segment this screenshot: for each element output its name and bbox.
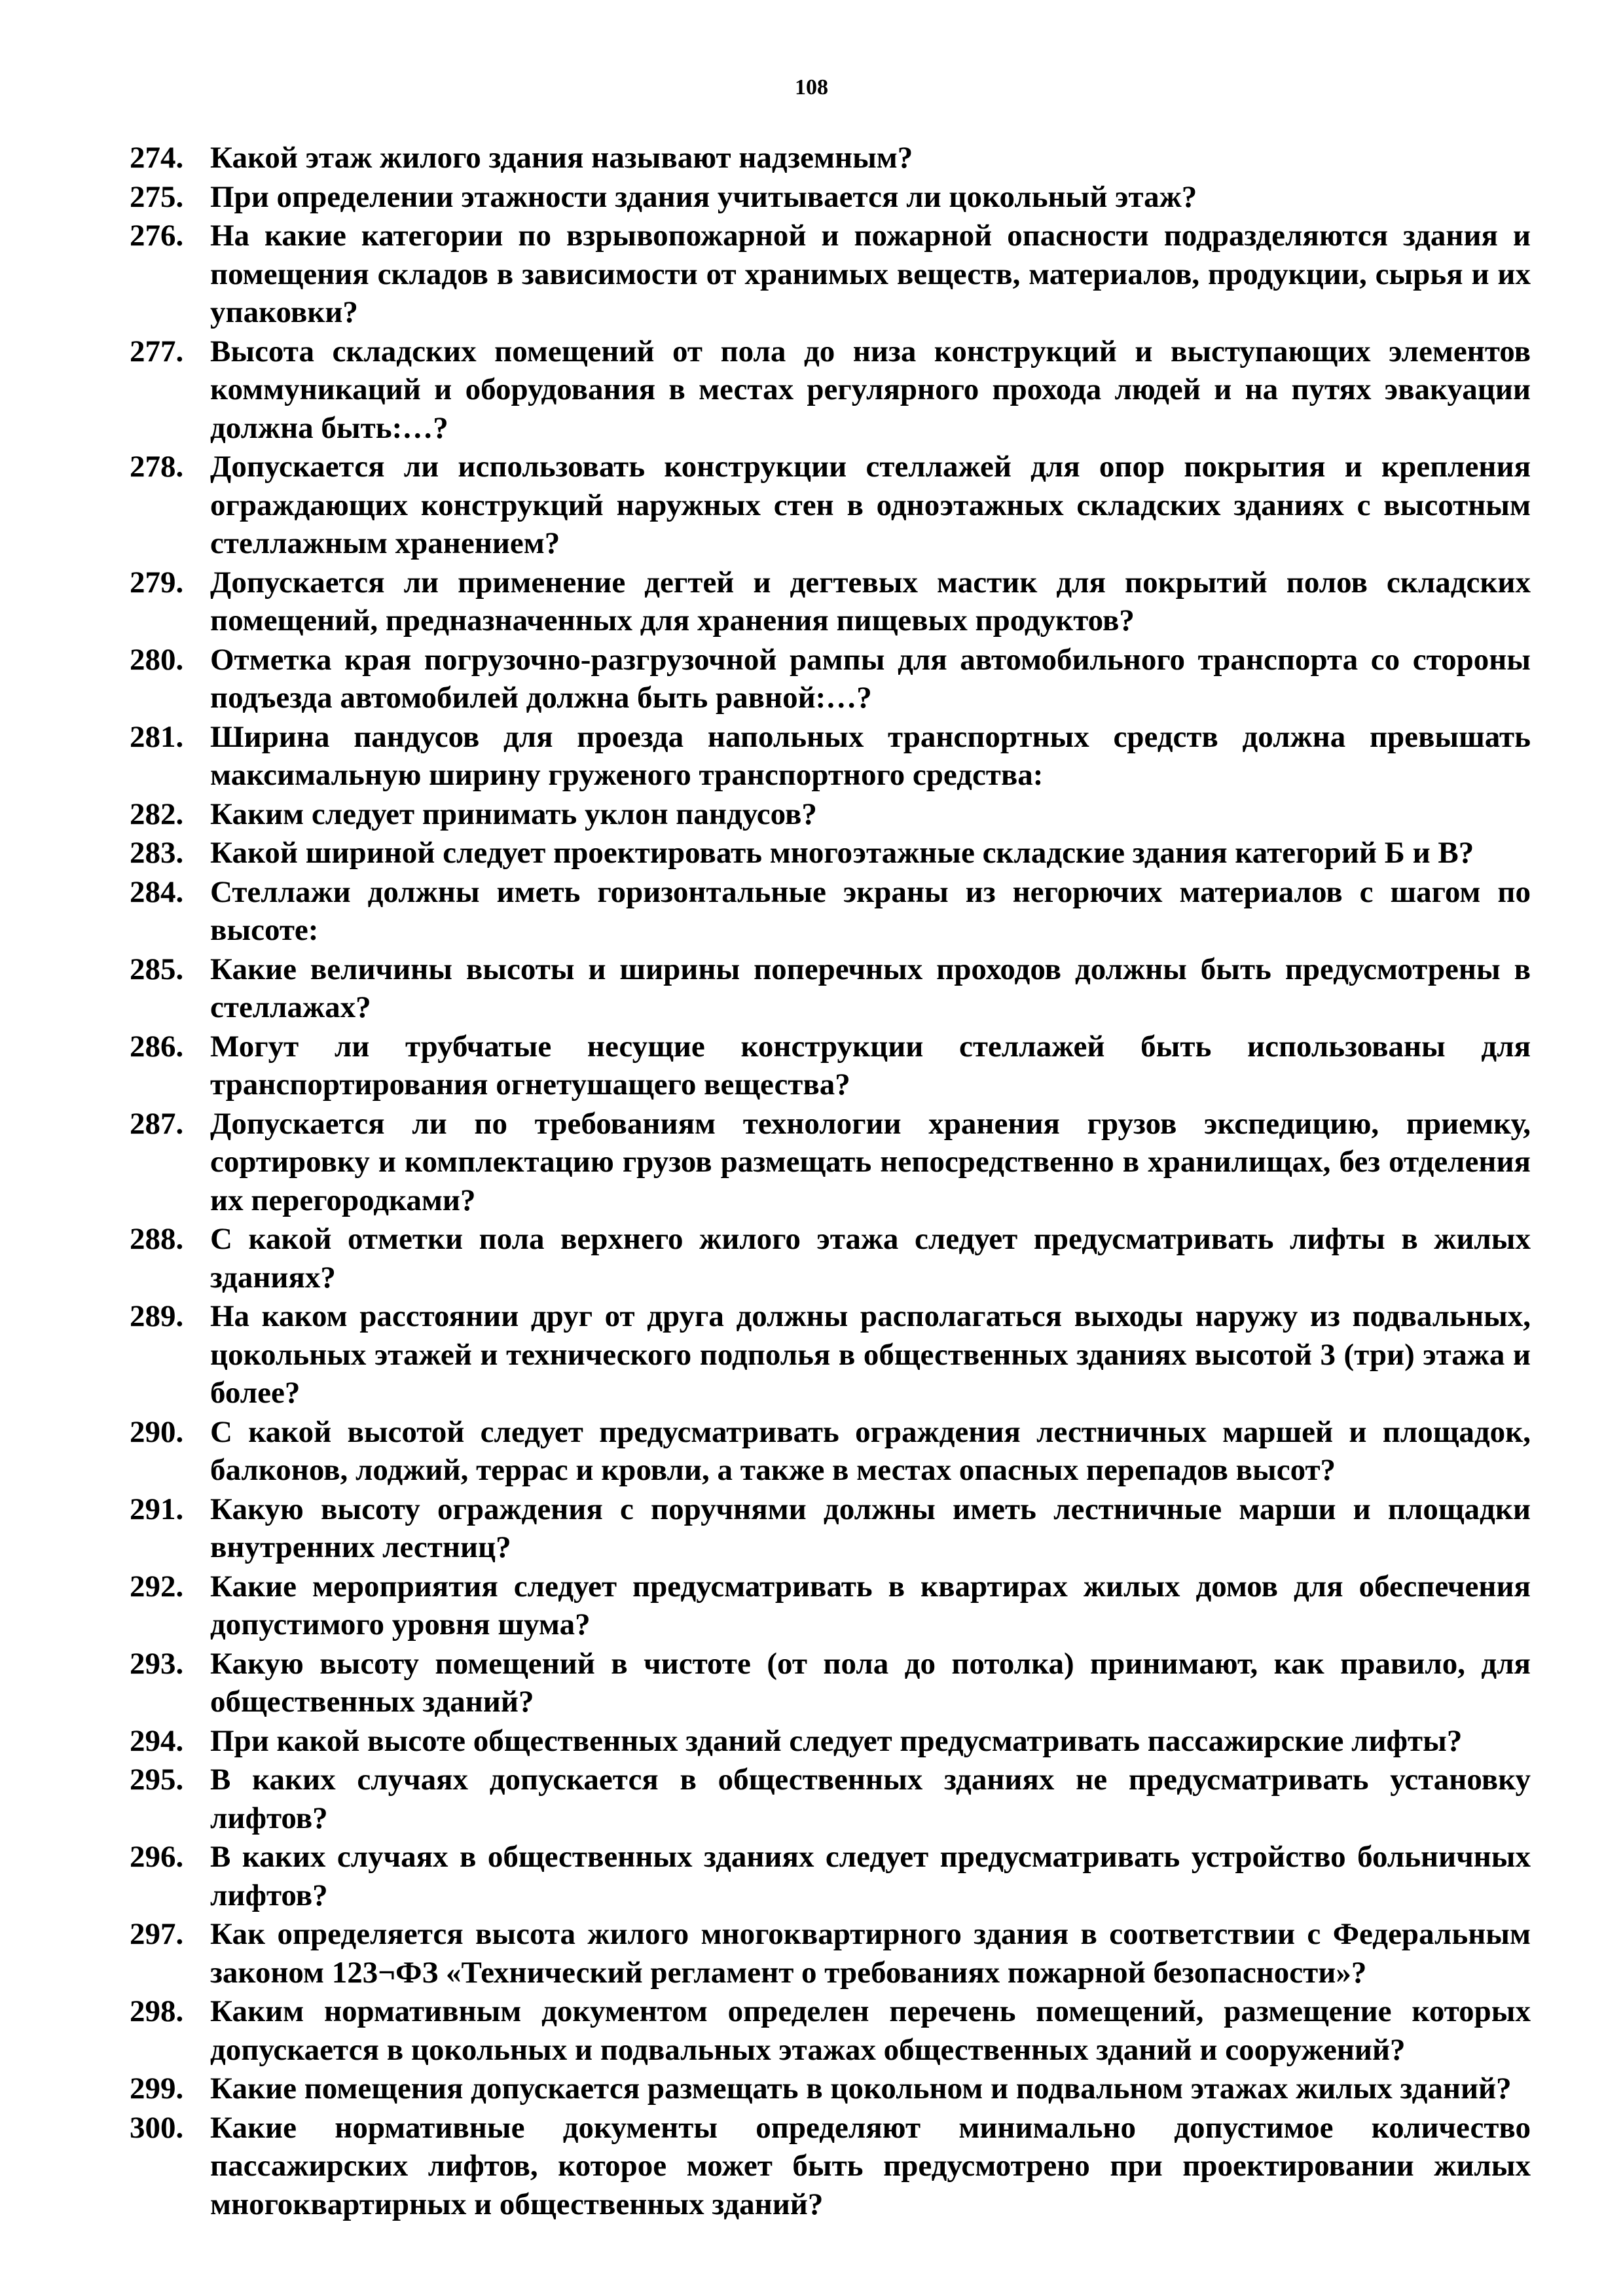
- question-number: 290.: [130, 1414, 184, 1449]
- question-item: [130, 950, 1531, 1027]
- question-number: 295.: [130, 1763, 184, 1797]
- question-item: [130, 2109, 1531, 2224]
- question-text: Как определяется высота жилого многоквартирного здания в соответствии с Федеральным законом 123¬ФЗ «Технический регламент о требованиях пожарной безопасности»?: [210, 1917, 1531, 1990]
- question-number: 279.: [130, 565, 184, 600]
- question-text: Какие нормативные документы определяют минимально допустимое количество пассажирских лифтов, которое может быть предусмотрено при проектировании жилых многоквартирных и общественных зданий?: [210, 2110, 1531, 2221]
- question-text: В каких случаях в общественных зданиях следует предусматривать устройство больничных лифтов?: [210, 1840, 1531, 1912]
- question-number: 287.: [130, 1106, 184, 1141]
- question-item: [130, 1915, 1531, 1992]
- question-number: 292.: [130, 1569, 184, 1604]
- question-item: [130, 448, 1531, 563]
- question-number: 288.: [130, 1222, 184, 1256]
- question-item: [130, 1722, 1531, 1761]
- question-text: Отметка края погрузочно-разгрузочной рампы для автомобильного транспорта со стороны подъезда автомобилей должна быть равной:…?: [210, 642, 1531, 715]
- page-number: 108: [795, 75, 828, 99]
- question-item: [130, 873, 1531, 950]
- question-text: Какие мероприятия следует предусматривать в квартирах жилых домов для обеспечения допустимого уровня шума?: [210, 1569, 1531, 1641]
- question-number: 285.: [130, 952, 184, 986]
- question-item: [130, 139, 1531, 177]
- question-item: [130, 1490, 1531, 1567]
- question-number: 299.: [130, 2072, 184, 2106]
- question-number: 274.: [130, 141, 184, 175]
- question-item: [130, 1992, 1531, 2069]
- question-text: Допускается ли применение дегтей и дегтевых мастик для покрытий полов складских помещений, предназначенных для хранения пищевых продуктов?: [210, 565, 1531, 637]
- question-text: Стеллажи должны иметь горизонтальные экраны из негорючих материалов с шагом по высоте:: [210, 874, 1531, 947]
- question-item: [130, 1105, 1531, 1220]
- question-number: 275.: [130, 179, 184, 214]
- question-item: [130, 1220, 1531, 1297]
- question-number: 282.: [130, 797, 184, 831]
- question-text: Могут ли трубчатые несущие конструкции стеллажей быть использованы для транспортирования огнетушащего вещества?: [210, 1029, 1531, 1102]
- question-number: 284.: [130, 874, 184, 909]
- question-number: 300.: [130, 2110, 184, 2145]
- question-text: Какие помещения допускается размещать в цокольном и подвальном этажах жилых зданий?: [210, 2072, 1512, 2106]
- question-text: Допускается ли по требованиям технологии хранения грузов экспедицию, приемку, сортировку и комплектацию грузов размещать непосредственно в хранилищах, без отделения их перегородками?: [210, 1106, 1531, 1217]
- question-item: [130, 834, 1531, 872]
- question-item: [130, 718, 1531, 795]
- question-item: [130, 2070, 1531, 2108]
- question-number: 276.: [130, 219, 184, 253]
- question-text: Ширина пандусов для проезда напольных транспортных средств должна превышать максимальную ширину груженого транспортного средства:: [210, 719, 1531, 792]
- question-number: 293.: [130, 1646, 184, 1681]
- question-number: 291.: [130, 1492, 184, 1526]
- question-text: С какой высотой следует предусматривать ограждения лестничных маршей и площадок, балконов, лоджий, террас и кровли, а также в местах опасных перепадов высот?: [210, 1414, 1531, 1487]
- question-text: При какой высоте общественных зданий следует предусматривать пассажирские лифты?: [210, 1723, 1463, 1758]
- question-item: [130, 1761, 1531, 1837]
- question-number: 280.: [130, 642, 184, 677]
- question-number: 296.: [130, 1840, 184, 1874]
- question-number: 298.: [130, 1994, 184, 2028]
- question-text: Высота складских помещений от пола до низа конструкций и выступающих элементов коммуникаций и оборудования в местах регулярного прохода людей и на путях эвакуации должна быть:…?: [210, 334, 1531, 445]
- question-item: [130, 1838, 1531, 1914]
- question-number: 283.: [130, 836, 184, 870]
- question-text: На какие категории по взрывопожарной и пожарной опасности подразделяются здания и помещения складов в зависимости от хранимых веществ, материалов, продукции, сырья и их упаковки?: [210, 219, 1531, 329]
- question-number: 297.: [130, 1917, 184, 1951]
- question-item: [130, 332, 1531, 448]
- question-number: 281.: [130, 719, 184, 754]
- question-text: С какой отметки пола верхнего жилого этажа следует предусматривать лифты в жилых зданиях?: [210, 1222, 1531, 1295]
- question-text: Какие величины высоты и ширины поперечных проходов должны быть предусмотрены в стеллажах?: [210, 952, 1531, 1024]
- question-text: Каким нормативным документом определен перечень помещений, размещение которых допускается в цокольных и подвальных этажах общественных зданий и сооружений?: [210, 1994, 1531, 2067]
- question-item: [130, 178, 1531, 217]
- question-text: Допускается ли использовать конструкции стеллажей для опор покрытия и крепления ограждающих конструкций наружных стен в одноэтажных складских зданиях с высотным стеллажным хранением?: [210, 450, 1531, 560]
- question-text: Каким следует принимать уклон пандусов?: [210, 797, 817, 831]
- question-number: 277.: [130, 334, 184, 368]
- question-item: [130, 1568, 1531, 1644]
- question-item: [130, 641, 1531, 717]
- question-item: [130, 1028, 1531, 1104]
- question-item: [130, 1645, 1531, 1721]
- question-number: 286.: [130, 1029, 184, 1064]
- question-number: 294.: [130, 1723, 184, 1758]
- question-text: В каких случаях допускается в общественных зданиях не предусматривать установку лифтов?: [210, 1763, 1531, 1835]
- question-item: [130, 564, 1531, 640]
- question-text: Какой этаж жилого здания называют надземным?: [210, 141, 913, 175]
- question-text: На каком расстоянии друг от друга должны располагаться выходы наружу из подвальных, цокольных этажей и технического подполья в общественных зданиях высотой 3 (три) этажа и более?: [210, 1299, 1531, 1410]
- question-text: При определении этажности здания учитывается ли цокольный этаж?: [210, 179, 1197, 214]
- question-item: [130, 795, 1531, 834]
- question-number: 278.: [130, 450, 184, 484]
- question-number: 289.: [130, 1299, 184, 1333]
- question-list: [130, 139, 1531, 2224]
- question-item: [130, 217, 1531, 332]
- question-text: Какую высоту ограждения с поручнями должны иметь лестничные марши и площадки внутренних лестниц?: [210, 1492, 1531, 1564]
- question-item: [130, 1297, 1531, 1412]
- question-item: [130, 1413, 1531, 1490]
- question-text: Какую высоту помещений в чистоте (от пола до потолка) принимают, как правило, для общественных зданий?: [210, 1646, 1531, 1719]
- question-text: Какой шириной следует проектировать многоэтажные складские здания категорий Б и В?: [210, 836, 1474, 870]
